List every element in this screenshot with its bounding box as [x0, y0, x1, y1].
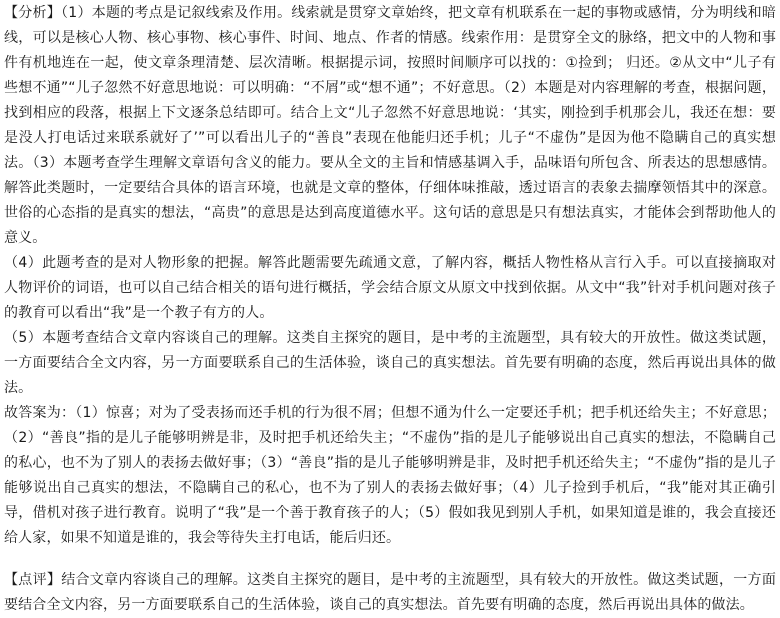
comment-paragraph [4, 568, 776, 618]
analysis-tag: 【分析】 [4, 5, 62, 21]
analysis-paragraph-2: （4）此题考查的是对人物形象的把握。解答此题需要先疏通文意，了解内容，概括人物性格从言行入手。可以直接摘取对人物评价的词语，也可以自己结合相关的语句进行概括，学会结合原文从原文中找到依据。从文中“我”针对手机问题对孩子的教育可以看出“我”是一个教子有方的人。 [4, 255, 776, 321]
comment-text: 结合文章内容谈自己的理解。这类自主探究的题目，是中考的主流题型，具有较大的开放性。做这类试题，一方面要结合全文内容，另一方面要联系自己的生活体验，谈自己的真实想法。首先要有明确的态度，然后再说出具体的做法。 [4, 572, 776, 613]
section-gap [4, 551, 776, 568]
analysis-paragraph-3: （5）本题考查结合文章内容谈自己的理解。这类自主探究的题目，是中考的主流题型，具有较大的开放性。做这类试题，一方面要结合全文内容，另一方面要联系自己的生活体验，谈自己的真实想法。首先要有明确的态度，然后再说出具体的做法。 [4, 330, 776, 396]
analysis-paragraph-1 [4, 1, 776, 251]
answer-paragraph: 故答案为：（1）惊喜；对为了受表扬而还手机的行为很不屑；但想不通为什么一定要还手机；把手机还给失主；不好意思；（2）“善良”指的是儿子能够明辨是非，及时把手机还给失主；“不虚伪”指的是儿子能够说出自己真实的想法，不隐瞒自己的私心，也不为了别人的表扬去做好事；（3）“善良”指的是儿子能够明辨是非，及时把手机还给失主；“不虚伪”指的是儿子能够说出自己真实的想法，不隐瞒自己的私心，也不为了别人的表扬去做好事；（4）儿子捡到手机后，“我”能对其正确引导，借机对孩子进行教育。说明了“我”是一个善于教育孩子的人；（5）假如我见到别人手机，如果知道是谁的，我会直接还给人家，如果不知道是谁的，我会等待失主打电话，能后归还。 [4, 405, 776, 546]
analysis-text-1: （1）本题的考点是记叙线索及作用。线索就是贯穿文章始终，把文章有机联系在一起的事物或感情，分为明线和暗线，可以是核心人物、核心事物、核心事件、时间、地点、作者的情感。线索作用：是贯穿全文的脉络，把文中的人物和事件有机地连在一起，使文章条理清楚、层次清晰。根据提示词，按照时间顺序可以找的：①捡到； 归还。②从文中“儿子有些想不通”“儿子忽然不好意思地说：可以明确：“不屑”或“想不通”；不好意思。（2）本题是对内容理解的考查，根据问题，找到相应的段落，根据上下文逐条总结即可。结合上文“儿子忽然不好意思地说：‘其实，刚捡到手机那会儿，我还在想：要是没人打电话过来联系就好了’”可以看出儿子的“善良”表现在他能归还手机；儿子“不虚伪”是因为他不隐瞒自己的真实想法。（3）本题考查学生理解文章语句含义的能力。要从全文的主旨和情感基调入手，品味语句所包含、所表达的思想感情。解答此类题时，一定要结合具体的语言环境，也就是文章的整体，仔细体味推敲，透过语言的表象去揣摩领悟其中的深意。世俗的心态指的是真实的想法，“高贵”的意思是达到高度道德水平。这句话的意思是只有想法真实，才能体会到帮助他人的意义。 [4, 5, 776, 246]
comment-tag: 【点评】 [4, 572, 62, 588]
